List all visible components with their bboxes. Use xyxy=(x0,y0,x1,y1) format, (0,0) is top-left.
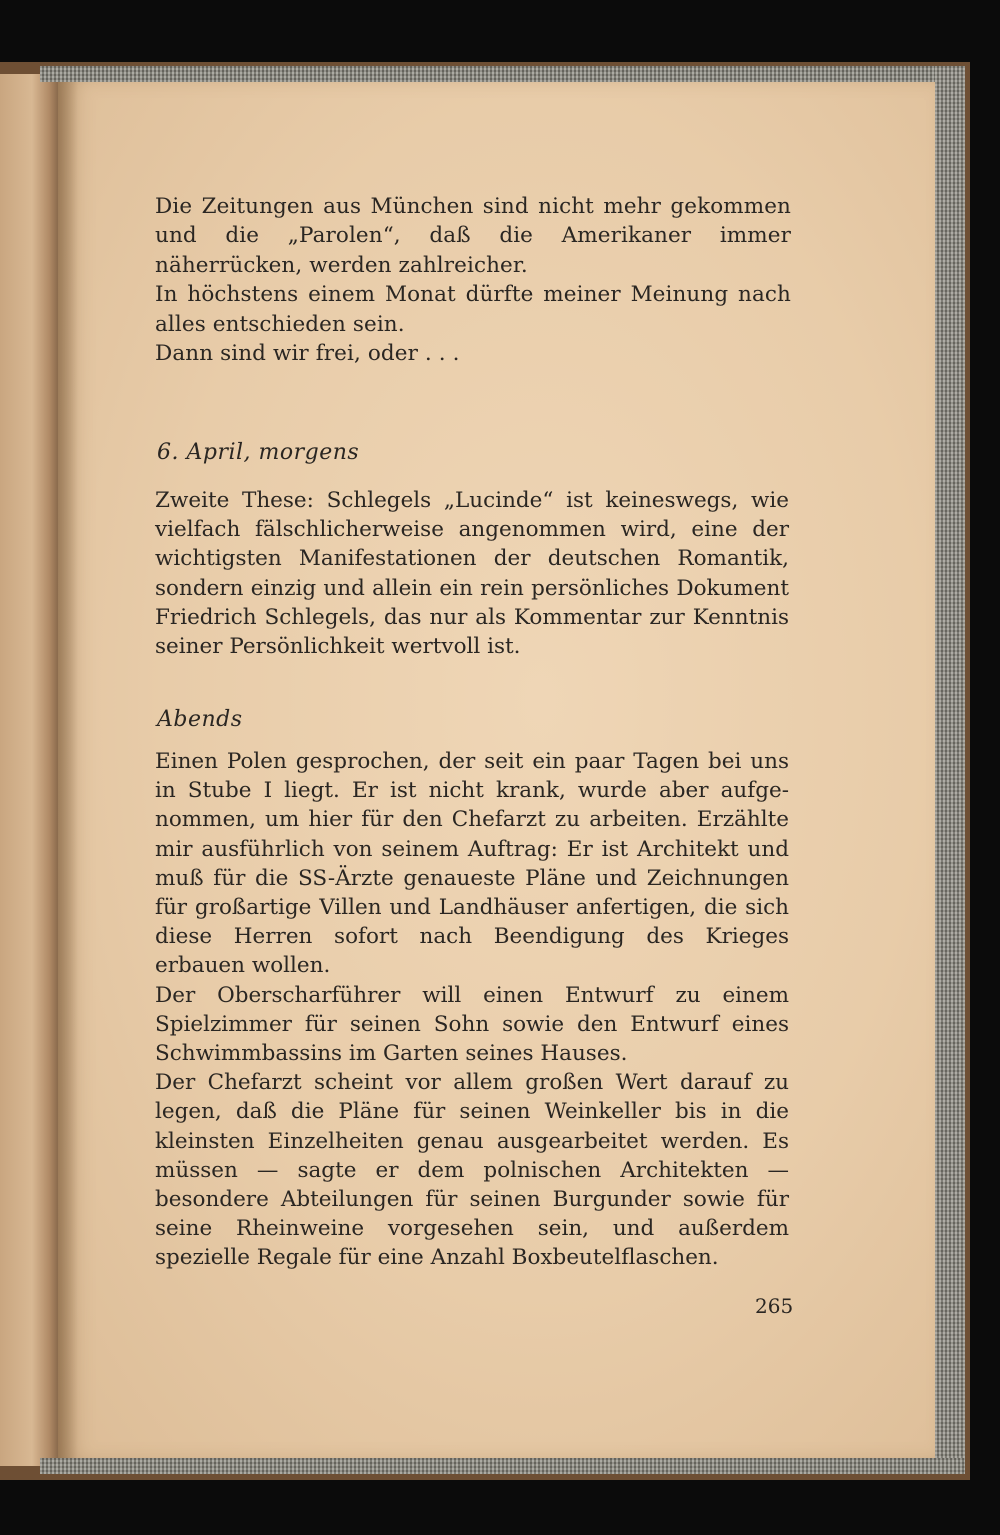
section-heading-april-6: 6. April, morgens xyxy=(157,440,360,465)
paragraph: Die Zeitungen aus München sind nicht mehr gekommen und die „Parolen“, daß die Amerikaner immer näherrücken, werden zahlreicher. xyxy=(155,194,791,278)
section-2 xyxy=(155,486,789,661)
paragraph: In höchstens einem Monat dürfte meiner Meinung nach alles entschieden sein. xyxy=(155,282,791,337)
paragraph: Dann sind wir frei, oder . . . xyxy=(155,341,460,367)
paragraph: Der Oberscharführer will einen Entwurf zu einem Spielzimmer für seinen Sohn sowie den Entwurf eines Schwimmbassins im Garten seines Hauses. xyxy=(155,982,789,1067)
paragraph: Einen Polen gesprochen, der seit ein paar Tagen bei uns in Stube I liegt. Er ist nicht krank, wurde aber aufgenommen, um hier für den Chefarzt zu arbeiten. Erzählte mir ausführlich von seinem Auftrag: Er ist Architekt und muß für die SS-Ärzte genaueste Pläne und Zeichnungen für großartige Villen und Landhäuser anfertigen, die sich diese Herren sofort nach Beendigung des Krieges erbauen wollen. xyxy=(155,749,789,979)
section-1 xyxy=(155,192,791,368)
paragraph: Der Chefarzt scheint vor allem großen Wert darauf zu legen, daß die Pläne für seinen Weinkeller bis in die kleinsten Einzelheiten genau ausgearbeitet werden. Es müssen — sagte er dem polnischen Architekten — besondere Abteilungen für seinen Burgunder sowie für seine Rheinweine vorgesehen sein, und außerdem spezielle Regale für eine Anzahl Boxbeutelflaschen. xyxy=(155,1070,789,1271)
page-number: 265 xyxy=(755,1294,794,1318)
section-heading-abends: Abends xyxy=(157,707,243,732)
paragraph: Zweite These: Schlegels „Lucinde“ ist keineswegs, wie vielfach fälschlicherweise angenommen wird, eine der wichtigsten Manifestationen der deutschen Romantik, sondern einzig und allein ein rein persönliches Dokument Friedrich Schlegels, das nur als Kommentar zur Kenntnis seiner Persönlichkeit wertvoll ist. xyxy=(155,488,789,660)
cover-cloth-bottom xyxy=(40,1458,965,1474)
left-page-edge xyxy=(0,74,58,1466)
gutter-shadow xyxy=(58,74,78,1466)
cover-cloth-right xyxy=(935,66,965,1474)
cover-cloth-top xyxy=(40,66,965,82)
section-3 xyxy=(155,747,789,1273)
